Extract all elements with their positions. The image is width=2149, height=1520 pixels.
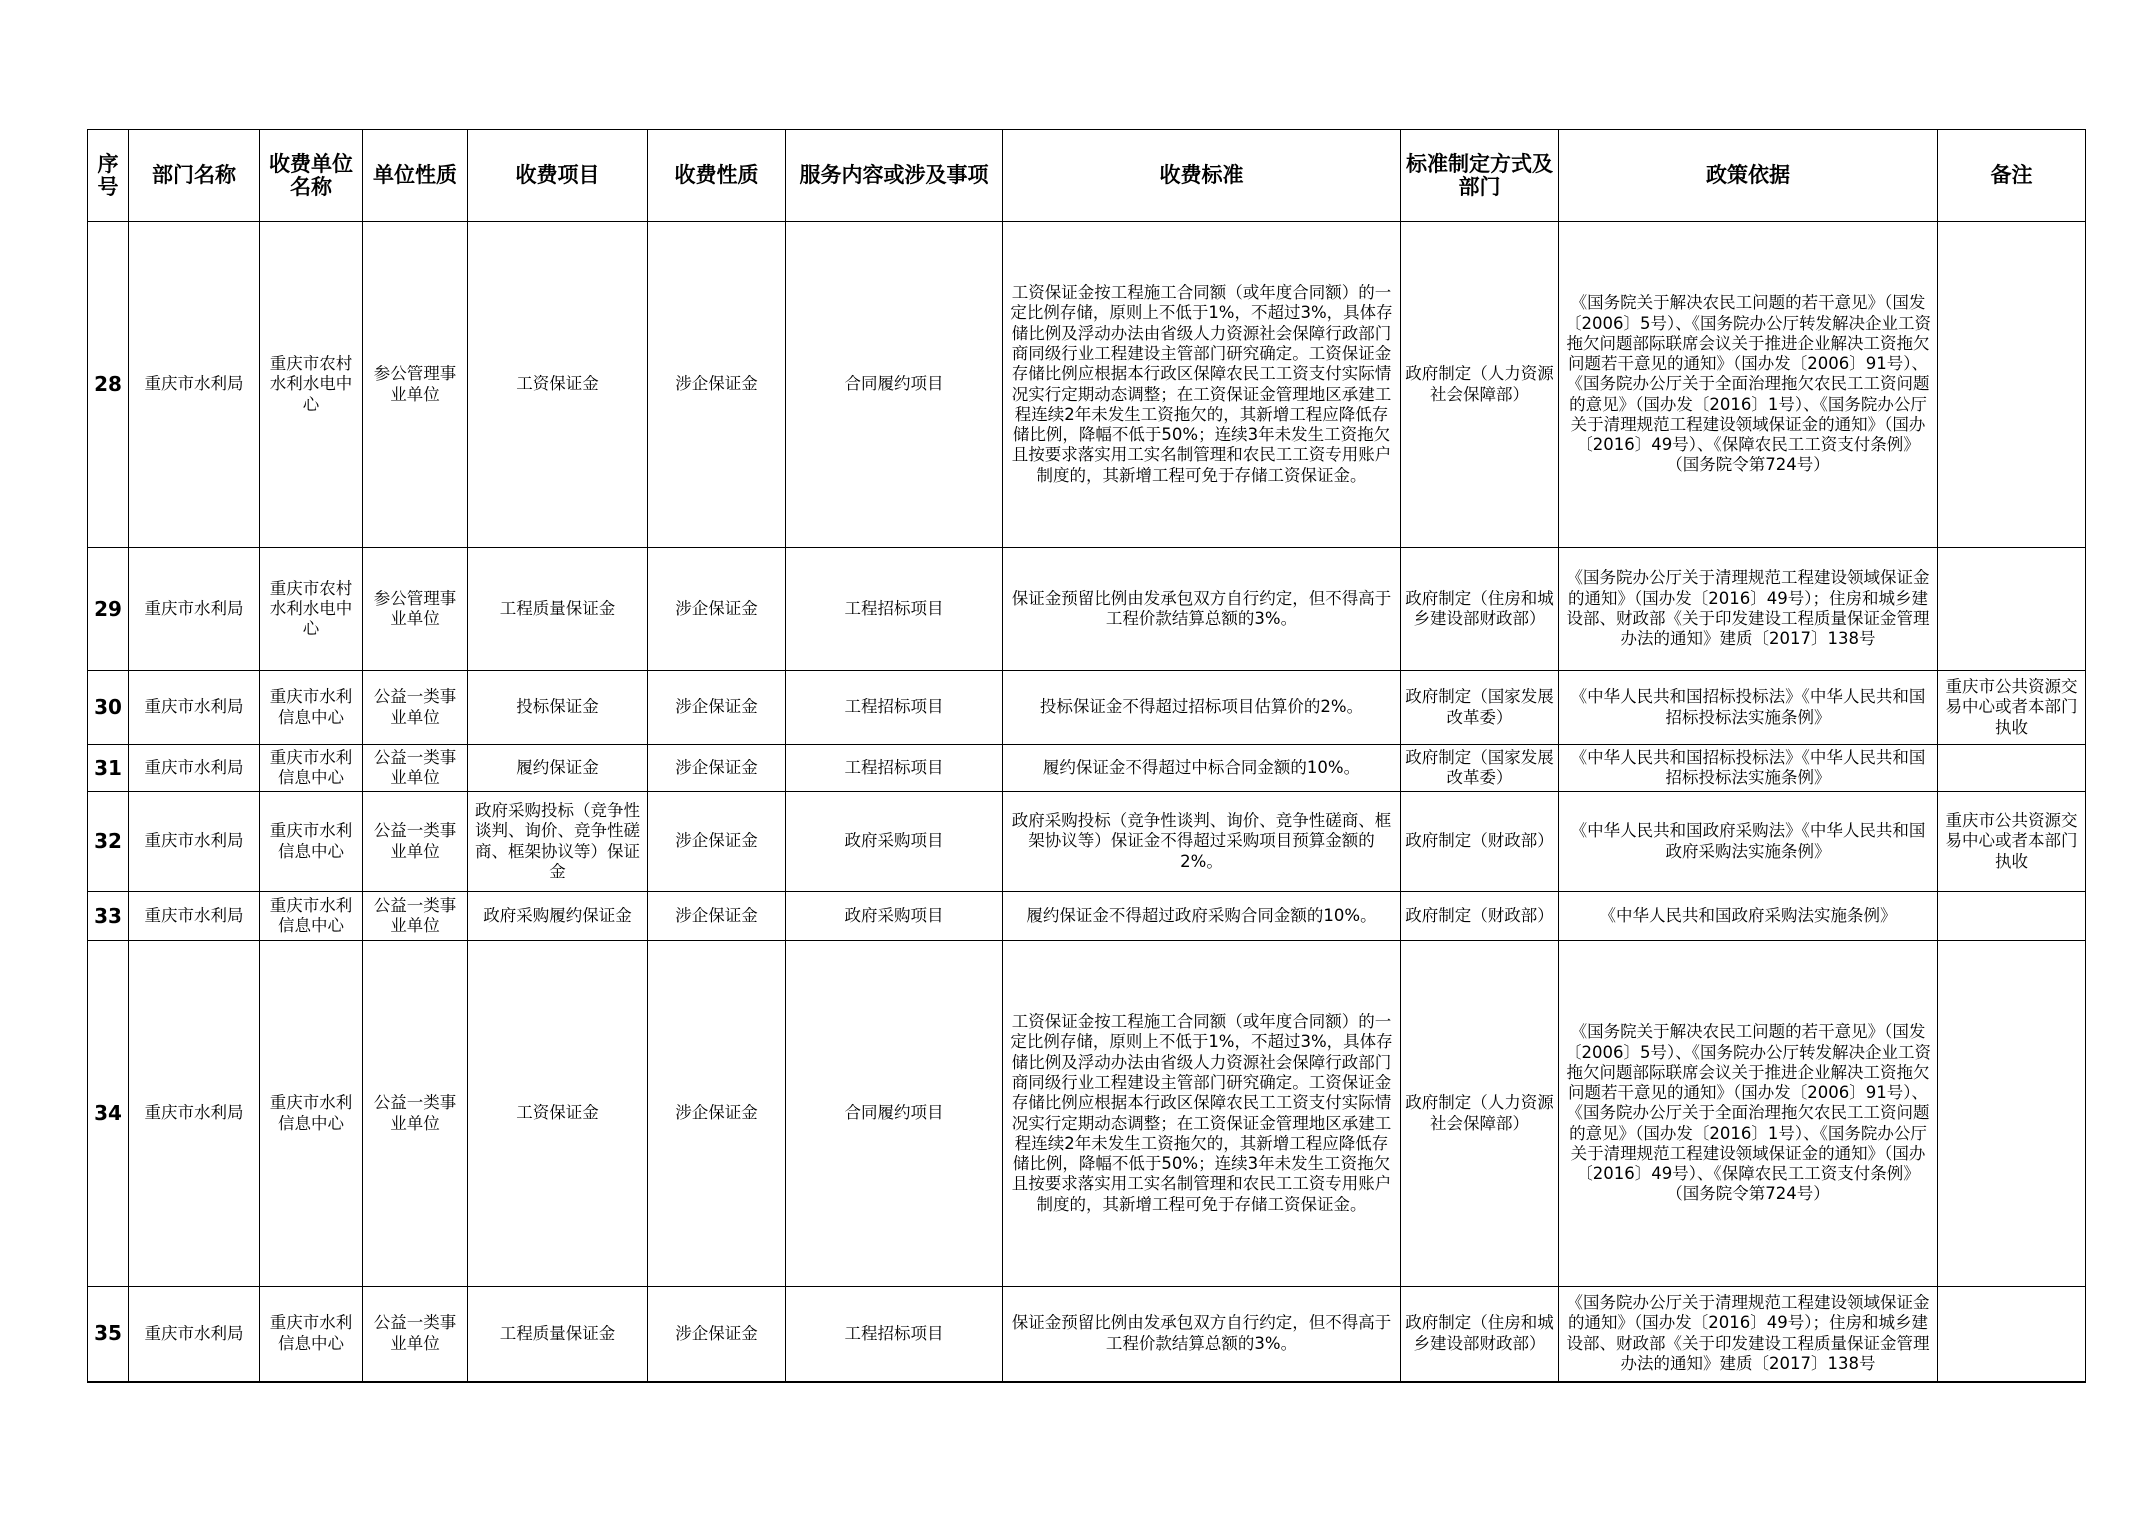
unit-cell: 重庆市农村水利水电中心 xyxy=(260,548,363,671)
item-cell: 履约保证金 xyxy=(468,745,648,792)
row-index: 30 xyxy=(88,671,129,745)
basis-cell: 《国务院办公厅关于清理规范工程建设领域保证金的通知》（国办发〔2016〕49号）；住房和城乡建设部、财政部《关于印发建设工程质量保证金管理办法的通知》建质〔2017〕138号 xyxy=(1559,1287,1938,1382)
dept-cell: 重庆市水利局 xyxy=(129,792,260,892)
row-index: 31 xyxy=(88,745,129,792)
header-fee-type: 收费性质 xyxy=(648,130,786,222)
fee-type-cell: 涉企保证金 xyxy=(648,671,786,745)
fee-type-cell: 涉企保证金 xyxy=(648,222,786,548)
row-index: 32 xyxy=(88,792,129,892)
remark-cell xyxy=(1938,745,2086,792)
header-unit: 收费单位名称 xyxy=(260,130,363,222)
fee-type-cell: 涉企保证金 xyxy=(648,892,786,941)
dept-cell: 重庆市水利局 xyxy=(129,548,260,671)
item-cell: 工资保证金 xyxy=(468,941,648,1287)
table-row xyxy=(88,548,2086,671)
unit-cell: 重庆市农村水利水电中心 xyxy=(260,222,363,548)
service-cell: 工程招标项目 xyxy=(786,548,1003,671)
dept-cell: 重庆市水利局 xyxy=(129,745,260,792)
fee-type-cell: 涉企保证金 xyxy=(648,745,786,792)
unit-cell: 重庆市水利信息中心 xyxy=(260,745,363,792)
standard-cell: 保证金预留比例由发承包双方自行约定，但不得高于工程价款结算总额的3%。 xyxy=(1003,548,1401,671)
standard-cell: 投标保证金不得超过招标项目估算价的2%。 xyxy=(1003,671,1401,745)
header-item: 收费项目 xyxy=(468,130,648,222)
method-cell: 政府制定（住房和城乡建设部财政部） xyxy=(1401,1287,1559,1382)
unit-cell: 重庆市水利信息中心 xyxy=(260,671,363,745)
item-cell: 投标保证金 xyxy=(468,671,648,745)
method-cell: 政府制定（国家发展改革委） xyxy=(1401,745,1559,792)
standard-cell: 政府采购投标（竞争性谈判、询价、竞争性磋商、框架协议等）保证金不得超过采购项目预算金额的2%。 xyxy=(1003,792,1401,892)
header-dept: 部门名称 xyxy=(129,130,260,222)
dept-cell: 重庆市水利局 xyxy=(129,222,260,548)
unit-cell: 重庆市水利信息中心 xyxy=(260,792,363,892)
remark-cell xyxy=(1938,222,2086,548)
table-row xyxy=(88,1287,2086,1382)
nature-cell: 公益一类事业单位 xyxy=(363,745,468,792)
service-cell: 政府采购项目 xyxy=(786,792,1003,892)
service-cell: 合同履约项目 xyxy=(786,941,1003,1287)
header-index: 序号 xyxy=(88,130,129,222)
row-index: 29 xyxy=(88,548,129,671)
dept-cell: 重庆市水利局 xyxy=(129,941,260,1287)
service-cell: 政府采购项目 xyxy=(786,892,1003,941)
remark-cell xyxy=(1938,1287,2086,1382)
service-cell: 工程招标项目 xyxy=(786,1287,1003,1382)
nature-cell: 公益一类事业单位 xyxy=(363,941,468,1287)
table-row xyxy=(88,792,2086,892)
header-nature: 单位性质 xyxy=(363,130,468,222)
table-row xyxy=(88,745,2086,792)
basis-cell: 《国务院关于解决农民工问题的若干意见》（国发〔2006〕5号）、《国务院办公厅转发解决企业工资拖欠问题部际联席会议关于推进企业解决工资拖欠问题若干意见的通知》（国办发〔2006〕91号）、《国务院办公厅关于全面治理拖欠农民工工资问题的意见》（国办发〔2016〕1号）、《国务院办公厅关于清理规范工程建设领域保证金的通知》（国办〔2016〕49号）、《保障农民工工资支付条例》（国务院令第724号） xyxy=(1559,222,1938,548)
basis-cell: 《中华人民共和国政府采购法》《中华人民共和国政府采购法实施条例》 xyxy=(1559,792,1938,892)
unit-cell: 重庆市水利信息中心 xyxy=(260,892,363,941)
header-method: 标准制定方式及部门 xyxy=(1401,130,1559,222)
basis-cell: 《中华人民共和国政府采购法实施条例》 xyxy=(1559,892,1938,941)
service-cell: 工程招标项目 xyxy=(786,745,1003,792)
standard-cell: 履约保证金不得超过中标合同金额的10%。 xyxy=(1003,745,1401,792)
header-service: 服务内容或涉及事项 xyxy=(786,130,1003,222)
standard-cell: 工资保证金按工程施工合同额（或年度合同额）的一定比例存储，原则上不低于1%，不超过3%，具体存储比例及浮动办法由省级人力资源社会保障行政部门商同级行业工程建设主管部门研究确定。工资保证金存储比例应根据本行政区保障农民工工资支付实际情况实行定期动态调整；在工资保证金管理地区承建工程连续2年未发生工资拖欠的，其新增工程应降低存储比例，降幅不低于50%；连续3年未发生工资拖欠且按要求落实用工实名制管理和农民工工资专用账户制度的，其新增工程可免于存储工资保证金。 xyxy=(1003,222,1401,548)
row-index: 28 xyxy=(88,222,129,548)
fee-type-cell: 涉企保证金 xyxy=(648,941,786,1287)
nature-cell: 参公管理事业单位 xyxy=(363,222,468,548)
basis-cell: 《国务院关于解决农民工问题的若干意见》（国发〔2006〕5号）、《国务院办公厅转发解决企业工资拖欠问题部际联席会议关于推进企业解决工资拖欠问题若干意见的通知》（国办发〔2006〕91号）、《国务院办公厅关于全面治理拖欠农民工工资问题的意见》（国办发〔2016〕1号）、《国务院办公厅关于清理规范工程建设领域保证金的通知》（国办〔2016〕49号）、《保障农民工工资支付条例》（国务院令第724号） xyxy=(1559,941,1938,1287)
nature-cell: 公益一类事业单位 xyxy=(363,1287,468,1382)
unit-cell: 重庆市水利信息中心 xyxy=(260,941,363,1287)
item-cell: 政府采购投标（竞争性谈判、询价、竞争性磋商、框架协议等）保证金 xyxy=(468,792,648,892)
method-cell: 政府制定（住房和城乡建设部财政部） xyxy=(1401,548,1559,671)
remark-cell: 重庆市公共资源交易中心或者本部门执收 xyxy=(1938,671,2086,745)
basis-cell: 《国务院办公厅关于清理规范工程建设领域保证金的通知》（国办发〔2016〕49号）；住房和城乡建设部、财政部《关于印发建设工程质量保证金管理办法的通知》建质〔2017〕138号 xyxy=(1559,548,1938,671)
item-cell: 工程质量保证金 xyxy=(468,548,648,671)
method-cell: 政府制定（人力资源社会保障部） xyxy=(1401,941,1559,1287)
header-row xyxy=(88,130,2086,222)
nature-cell: 公益一类事业单位 xyxy=(363,671,468,745)
nature-cell: 参公管理事业单位 xyxy=(363,548,468,671)
fee-type-cell: 涉企保证金 xyxy=(648,548,786,671)
remark-cell xyxy=(1938,941,2086,1287)
basis-cell: 《中华人民共和国招标投标法》《中华人民共和国招标投标法实施条例》 xyxy=(1559,671,1938,745)
dept-cell: 重庆市水利局 xyxy=(129,892,260,941)
item-cell: 工程质量保证金 xyxy=(468,1287,648,1382)
item-cell: 政府采购履约保证金 xyxy=(468,892,648,941)
service-cell: 合同履约项目 xyxy=(786,222,1003,548)
table-row xyxy=(88,941,2086,1287)
method-cell: 政府制定（财政部） xyxy=(1401,892,1559,941)
remark-cell xyxy=(1938,548,2086,671)
row-index: 35 xyxy=(88,1287,129,1382)
service-cell: 工程招标项目 xyxy=(786,671,1003,745)
method-cell: 政府制定（国家发展改革委） xyxy=(1401,671,1559,745)
header-remark: 备注 xyxy=(1938,130,2086,222)
dept-cell: 重庆市水利局 xyxy=(129,1287,260,1382)
table-row xyxy=(88,892,2086,941)
header-standard: 收费标准 xyxy=(1003,130,1401,222)
table-row xyxy=(88,222,2086,548)
remark-cell: 重庆市公共资源交易中心或者本部门执收 xyxy=(1938,792,2086,892)
dept-cell: 重庆市水利局 xyxy=(129,671,260,745)
row-index: 34 xyxy=(88,941,129,1287)
table-row xyxy=(88,671,2086,745)
nature-cell: 公益一类事业单位 xyxy=(363,792,468,892)
fee-table xyxy=(87,129,2086,1383)
basis-cell: 《中华人民共和国招标投标法》《中华人民共和国招标投标法实施条例》 xyxy=(1559,745,1938,792)
unit-cell: 重庆市水利信息中心 xyxy=(260,1287,363,1382)
row-index: 33 xyxy=(88,892,129,941)
standard-cell: 工资保证金按工程施工合同额（或年度合同额）的一定比例存储，原则上不低于1%，不超过3%，具体存储比例及浮动办法由省级人力资源社会保障行政部门商同级行业工程建设主管部门研究确定。工资保证金存储比例应根据本行政区保障农民工工资支付实际情况实行定期动态调整；在工资保证金管理地区承建工程连续2年未发生工资拖欠的，其新增工程应降低存储比例，降幅不低于50%；连续3年未发生工资拖欠且按要求落实用工实名制管理和农民工工资专用账户制度的，其新增工程可免于存储工资保证金。 xyxy=(1003,941,1401,1287)
nature-cell: 公益一类事业单位 xyxy=(363,892,468,941)
fee-type-cell: 涉企保证金 xyxy=(648,1287,786,1382)
method-cell: 政府制定（人力资源社会保障部） xyxy=(1401,222,1559,548)
standard-cell: 保证金预留比例由发承包双方自行约定，但不得高于工程价款结算总额的3%。 xyxy=(1003,1287,1401,1382)
standard-cell: 履约保证金不得超过政府采购合同金额的10%。 xyxy=(1003,892,1401,941)
item-cell: 工资保证金 xyxy=(468,222,648,548)
method-cell: 政府制定（财政部） xyxy=(1401,792,1559,892)
remark-cell xyxy=(1938,892,2086,941)
header-basis: 政策依据 xyxy=(1559,130,1938,222)
fee-type-cell: 涉企保证金 xyxy=(648,792,786,892)
